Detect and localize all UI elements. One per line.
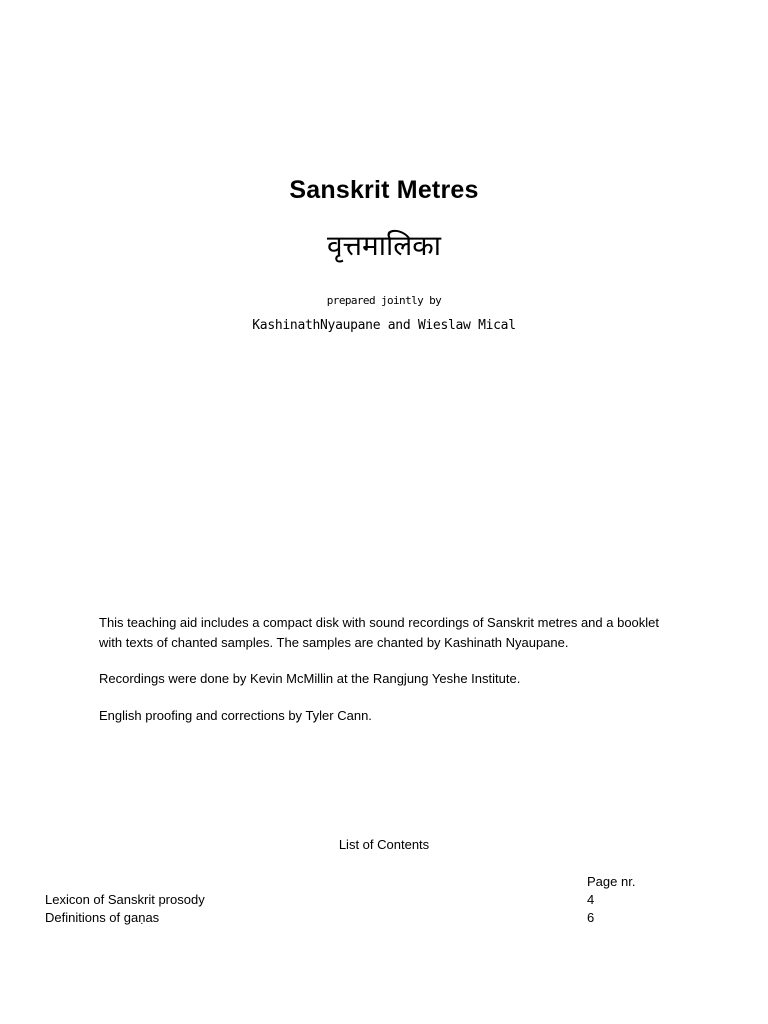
- document-title: Sanskrit Metres: [289, 176, 479, 204]
- prepared-by-line: prepared jointly by: [326, 294, 442, 307]
- toc-title: List of Contents: [338, 837, 430, 852]
- toc-entry: [45, 910, 645, 928]
- toc-entry-page: 6: [587, 910, 595, 925]
- toc-entry-label: Lexicon of Sanskrit prosody: [45, 892, 205, 907]
- recordings-paragraph: Recordings were done by Kevin McMillin at the Rangjung Yeshe Institute.: [99, 671, 521, 686]
- toc-entry: [45, 892, 645, 910]
- toc-entry-page: 4: [587, 892, 595, 907]
- toc-entry-label: Definitions of gaṇas: [45, 910, 160, 925]
- sanskrit-subtitle: वृत्तमालिका: [327, 229, 441, 262]
- intro-paragraph: This teaching aid includes a compact disk with sound recordings of Sanskrit metres and a booklet with texts of chanted samples. The samples are chanted by Kashinath Nyaupane.: [99, 615, 660, 650]
- toc-page-header: Page nr.: [587, 874, 636, 889]
- authors-line: KashinathNyaupane and Wieslaw Mical: [252, 318, 516, 333]
- proofing-paragraph: English proofing and corrections by Tyler Cann.: [99, 708, 372, 723]
